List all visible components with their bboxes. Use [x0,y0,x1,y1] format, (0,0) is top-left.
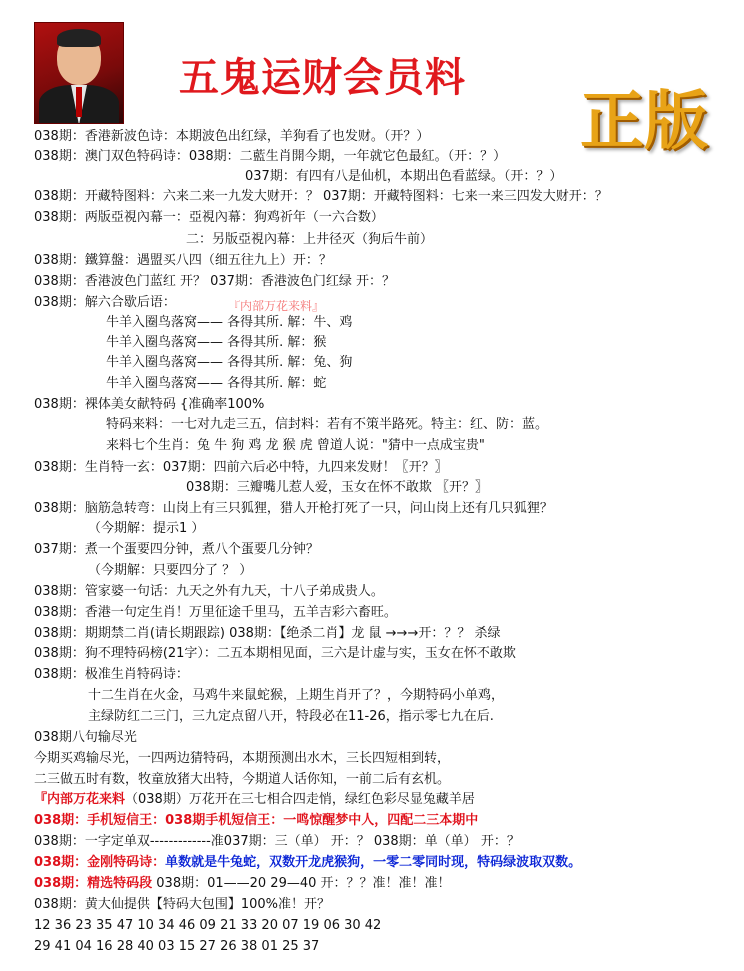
diamond-poem-line [34,854,581,871]
seven-zodiacs-line: 来料七个生肖：兔 牛 狗 鸡 龙 猴 虎 曾道人说："猜中一点成宝贵" [106,438,485,453]
hidden-picture-line: 038期：开藏特图料：六来二来一九发大财开：？ 037期：开藏特图料：七来一来三四发大财开：？ [34,189,608,204]
diamond-poem-text: 单数就是牛兔蛇，双数开龙虎猴狗，一零二零同时现，特码绿波取双数。 [165,855,582,870]
accurate-poem-heading: 038期：极准生肖特码诗： [34,667,189,682]
sms-king-line: 038期：手机短信王：038期手机短信王：一鸣惊醒梦中人，四配二三本期中 [34,813,479,828]
three-lip-line: 038期：三瓣嘴儿惹人爱，玉女在怀不敢欺 〖开？〗 [186,480,488,495]
forbidden-zodiac-line: 038期：期期禁二肖(请长期跟踪) 038期：【绝杀二肖】龙 鼠 →→→开：？？ 杀绿 [34,626,501,641]
wanhua-label: 『内部万花来料 [34,792,126,807]
selected-range-label: 038期：精选特码段 [34,876,153,891]
eight-lines-heading: 038期八句输尽光 [34,730,137,745]
iron-abacus-line: 038期：鐵算盤：遇盟买八四（细五往九上）开：？ [34,253,332,268]
odd-even-line: 038期：一字定单双-------------准037期：三（单） 开：？ 038期：单（单） 开：？ [34,834,520,849]
selected-range-line [34,875,451,892]
special-code-heading: 038期：裸体美女献特码 {准确率100% [34,397,265,412]
atv-insider-2: 二：另版亞視內幕：上井径灭（狗后牛前） [186,232,434,247]
housekeeper-line: 038期：管家婆一句话：九天之外有九天，十八子弟成贵人。 [34,584,384,599]
macau-color-poem-037: 037期：有四有八是仙机，本期出色看蓝绿。（开：？） [245,169,563,184]
riddle-heading: 038期：解六合歇后语： [34,295,176,310]
egg-riddle-hint: （今期解：只要四分了 ？ ） [88,563,253,578]
accurate-poem-line-2: 主绿防红二三门，三九定点留八开，特段必在11-26，指示零七九在后. [88,709,494,724]
goubuli-line: 038期：狗不理特码榜(21字）：二五本期相见面，三六是计虚与实，玉女在怀不敢欺 [34,646,516,661]
portrait-tie [76,87,82,117]
brain-teaser-line: 038期：脑筋急转弯：山岗上有三只狐狸，猎人开枪打死了一只，问山岗上还有几只狐狸？ [34,501,553,516]
macau-color-poem: 038期：澳门双色特码诗：038期：二藍生肖開今期，一年就它色最紅。（开：？） [34,149,507,164]
selected-range-text: 038期：01——20 29—40 开：？？准！准！准！ [152,876,451,891]
hk-zodiac-line: 038期：香港一句定生肖！万里征途千里马，五羊吉彩六畜旺。 [34,605,397,620]
special-code-material: 特码来料：一七对九走三五，信封料：若有不策半路死。特主：红、防：蓝。 [106,417,549,432]
numbers-row-1: 12 36 23 35 47 10 34 46 09 21 33 20 07 19 06 30 42 [34,918,382,933]
wanhua-line [34,791,475,808]
riddle-line-2: 牛羊入圈鸟落窝—— 各得其所. 解：猴 [106,335,327,350]
faint-banner: 『内部万花来料』 [228,300,325,312]
wanhua-text: （038期）万花开在三七相合四走悄，绿红色彩尽显兔藏羊居 [125,792,475,807]
diamond-poem-label: 038期：金刚特码诗： [34,855,166,870]
brain-teaser-hint: （今期解：提示1 ） [88,521,205,536]
genuine-stamp: 正版 [580,84,708,159]
numbers-row-2: 29 41 04 16 28 40 03 15 27 26 38 01 25 37 [34,939,320,954]
hk-wave-gate-line: 038期：香港波色门蓝红 开？ 037期：香港波色门红绿 开：？ [34,274,396,289]
eight-lines-2: 二三做五时有数，牧童放猪大出特，今期道人话你知，一前二后有玄机。 [34,772,451,787]
portrait-hair [57,29,101,47]
accurate-poem-line-1: 十二生肖在火金，马鸡牛来鼠蛇猴，上期生肖开了？，今期特码小单鸡， [88,688,505,703]
riddle-line-3: 牛羊入圈鸟落窝—— 各得其所. 解：兔、狗 [106,355,353,370]
riddle-line-1: 牛羊入圈鸟落窝—— 各得其所. 解：牛、鸡 [106,315,353,330]
egg-riddle-line: 037期：煮一个蛋要四分钟，煮八个蛋要几分钟？ [34,542,319,557]
portrait-photo [34,22,124,124]
eight-lines-1: 今期买鸡输尽光，一四两边猜特码，本期预测出水木，三长四短相到转， [34,751,451,766]
atv-insider-1: 038期：两版亞視內幕一：亞視內幕：狗鸡祈年（一六合数） [34,210,384,225]
zodiac-special-line: 038期：生肖特一玄：037期：四前六后必中特，九四来发财！〖开？〗 [34,460,448,475]
wong-tai-sin-line: 038期：黄大仙提供【特码大包围】100%准！开？ [34,897,330,912]
hk-wave-color-poem: 038期：香港新波色诗：本期波色出红绿，羊狗看了也发财。（开？） [34,129,430,144]
page-title: 五鬼运财会员料 [179,54,466,101]
riddle-line-4: 牛羊入圈鸟落窝—— 各得其所. 解：蛇 [106,376,327,391]
